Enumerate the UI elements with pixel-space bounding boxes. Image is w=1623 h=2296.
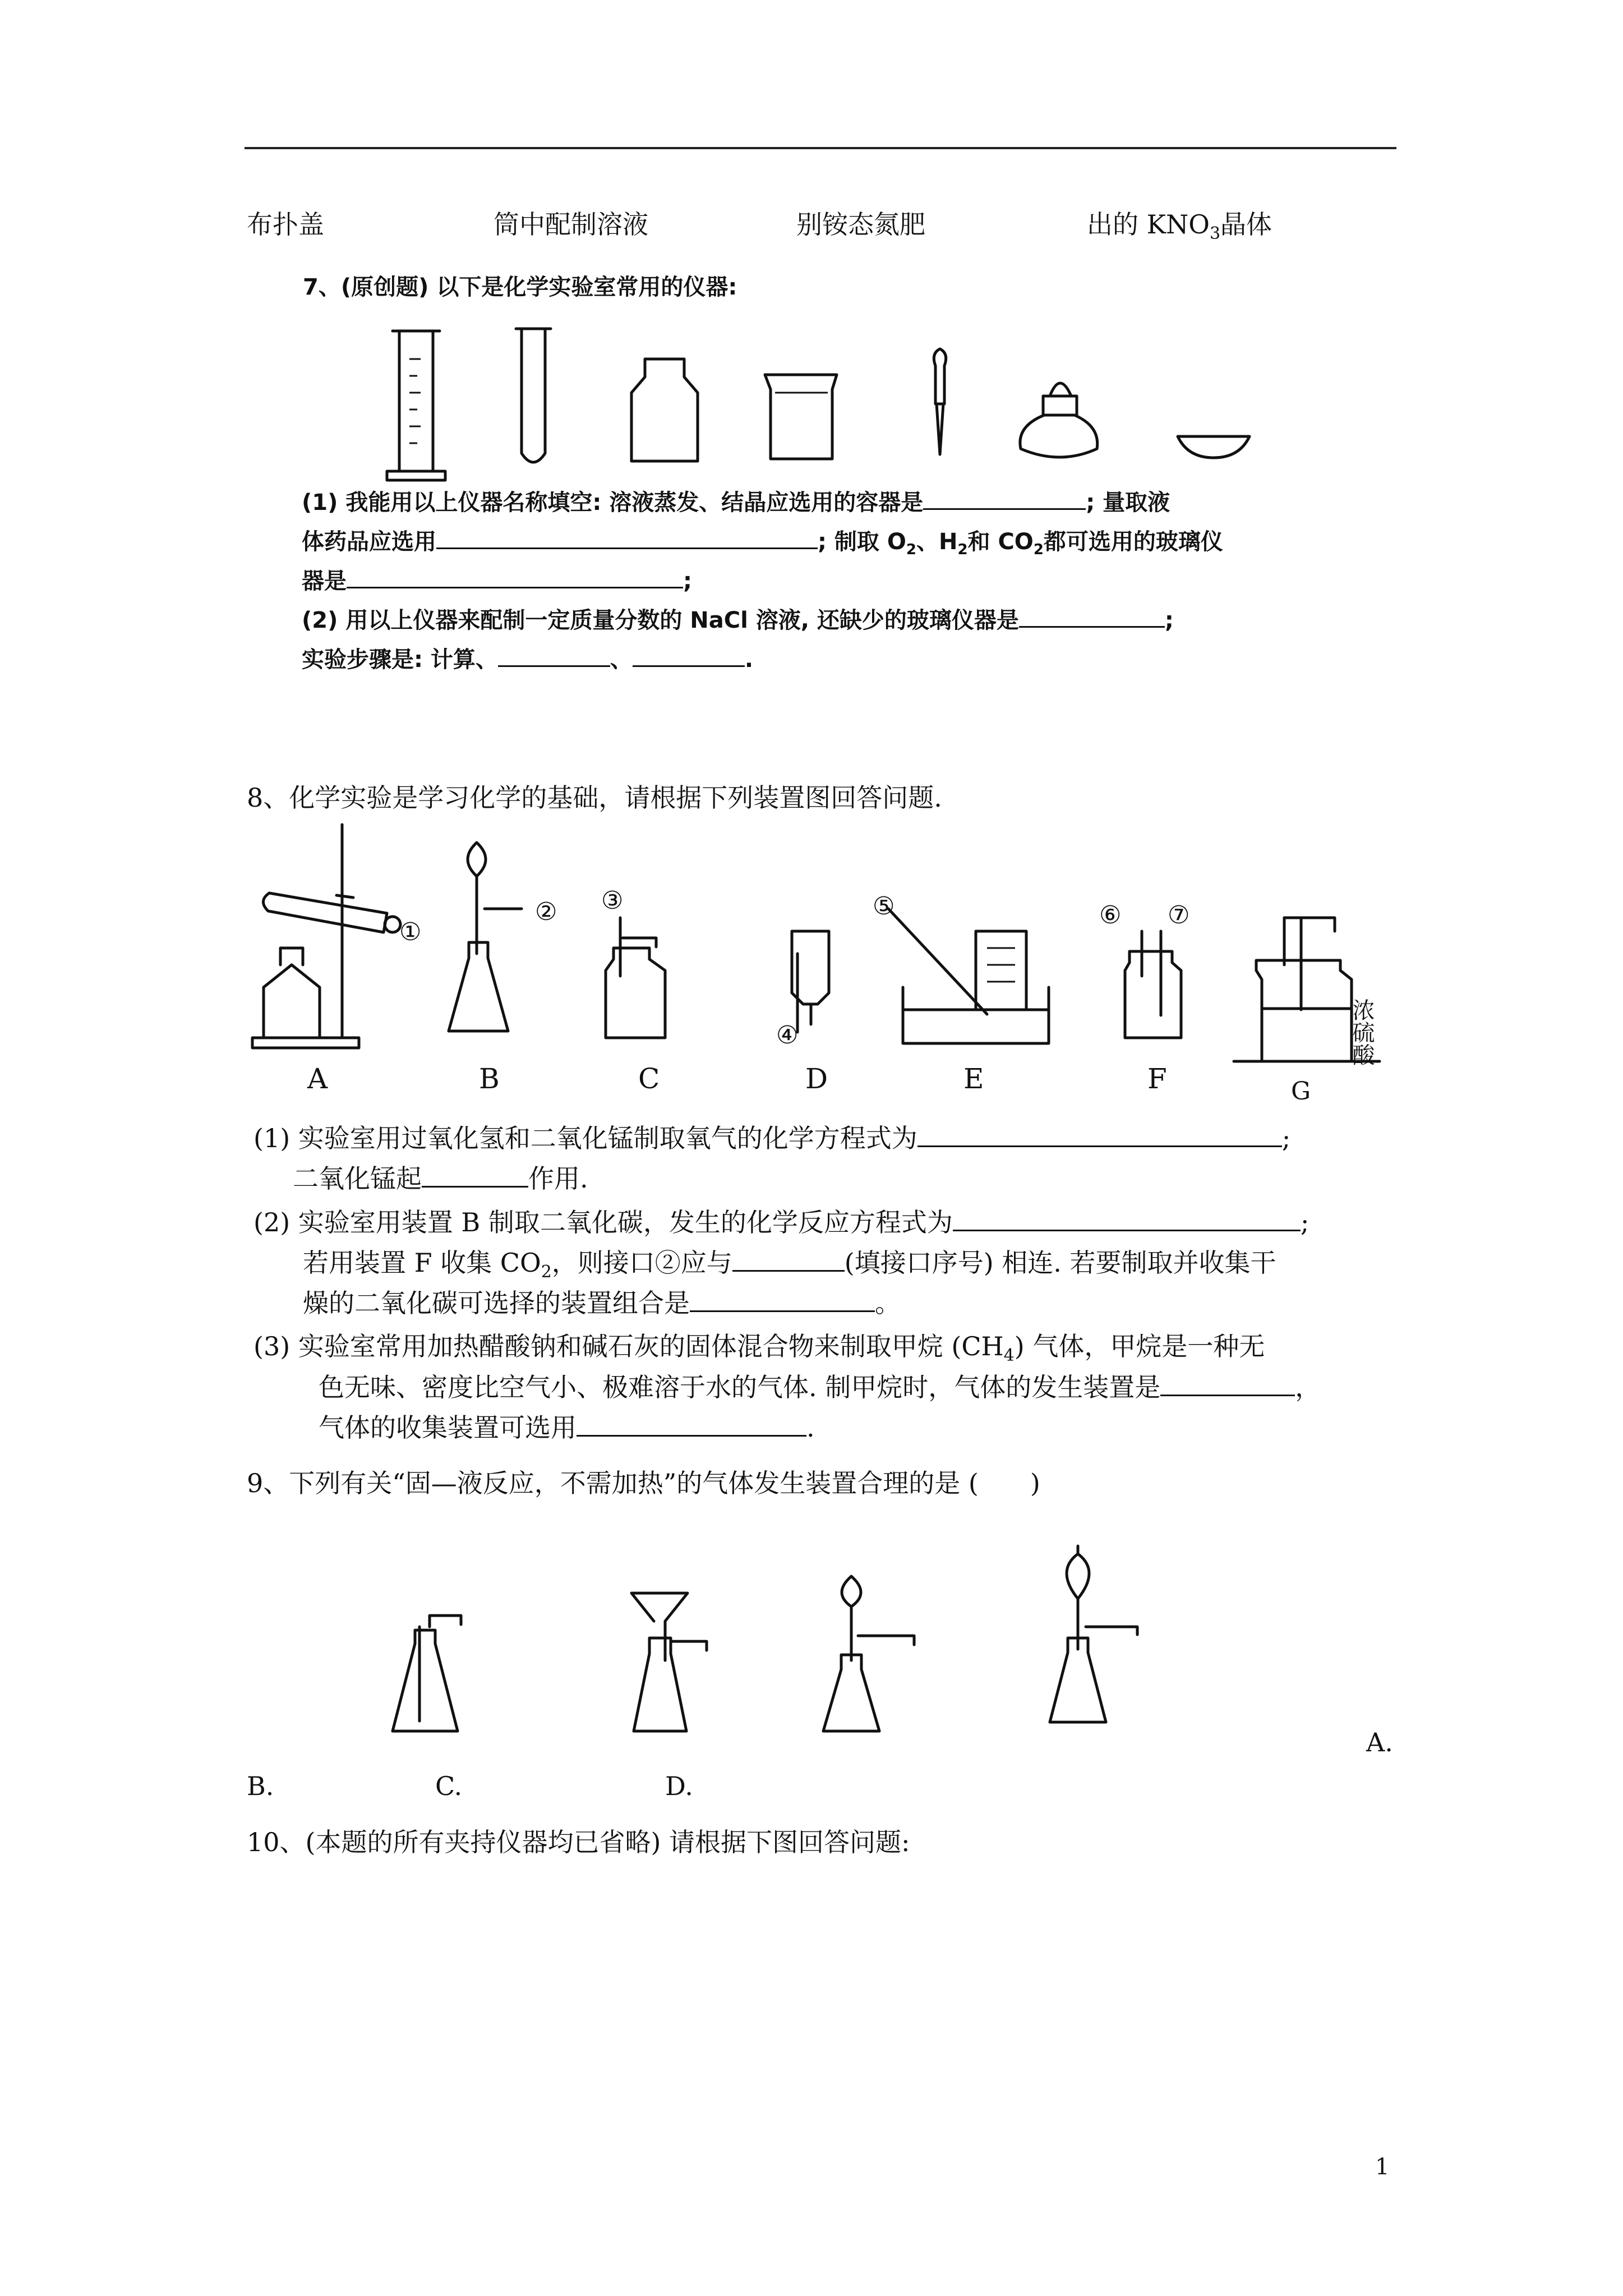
q7-part2-line2-a: 实验步骤是: 计算、 — [302, 647, 498, 673]
q8-part3-line1-b: ) 气体，甲烷是一种无 — [1014, 1331, 1265, 1361]
q8-part2-line2-c: (填接口序号) 相连. 若要制取并收集干 — [844, 1248, 1276, 1278]
q8-title: 8、化学实验是学习化学的基础，请根据下列装置图回答问题. — [247, 783, 942, 813]
top-row-cell-4-text: 出的 KNO — [1087, 209, 1210, 240]
q8-part2-line2-a: 若用装置 F 收集 CO — [303, 1248, 541, 1278]
q8-sub-co2: 2 — [541, 1262, 552, 1282]
page-number: 1 — [1375, 2154, 1390, 2180]
label-f: F — [1147, 1062, 1167, 1095]
q7-part1-line2-d: 和 CO — [967, 529, 1034, 555]
q8-sub-ch4: 4 — [1003, 1346, 1015, 1366]
q8-part1-line1-b: ; — [1281, 1123, 1291, 1153]
top-row-cell-4-tail: 晶体 — [1220, 209, 1272, 240]
q8-part2-line3-b: 。 — [875, 1288, 901, 1318]
q9-option-c[interactable]: C. — [435, 1771, 463, 1801]
q8-part2-line3-a: 燥的二氧化碳可选择的装置组合是 — [303, 1288, 690, 1318]
top-row-cell-2: 筒中配制溶液 — [494, 209, 648, 240]
q8-part3-line1-a: (3) 实验室常用加热醋酸钠和碱石灰的固体混合物来制取甲烷 (CH — [253, 1331, 1004, 1361]
label-d: D — [805, 1062, 828, 1095]
q7-part1-text-a: (1) 我能用以上仪器名称填空: 溶液蒸发、结晶应选用的容器是 — [302, 490, 924, 516]
q7-part1-line2-c: 、H — [916, 529, 958, 555]
port-1-label: ① — [399, 918, 422, 946]
q7-sub-h2: 2 — [957, 541, 968, 558]
q7-part1-line2-b: ; 制取 O — [818, 529, 906, 555]
flask-option-4-icon — [1050, 1546, 1137, 1722]
label-c: C — [638, 1062, 660, 1095]
q8-part1-line2-b: 作用. — [528, 1163, 588, 1194]
port-2-label: ② — [535, 898, 557, 926]
q7-part2-line2-c: . — [744, 647, 754, 673]
top-row-cell-3: 别铵态氮肥 — [796, 209, 925, 240]
q9-title: 9、下列有关“固—液反应，不需加热”的气体发生装置合理的是 ( ) — [247, 1468, 1040, 1498]
q7-sub-o2: 2 — [906, 541, 916, 558]
q8-part3-line2-b: ， — [1295, 1372, 1321, 1402]
q7-title: 7、(原创题) 以下是化学实验室常用的仪器: — [303, 274, 737, 300]
port-3-label: ③ — [601, 886, 624, 915]
q7-part2-line1-a: (2) 用以上仪器来配制一定质量分数的 NaCl 溶液, 还缺少的玻璃仪器是 — [302, 608, 1019, 633]
q9-option-b[interactable]: B. — [247, 1771, 274, 1801]
flask-option-3-icon — [823, 1576, 914, 1731]
q7-part1-line2-a: 体药品应选用 — [302, 529, 436, 555]
q8-part2-line1-b: ; — [1300, 1207, 1310, 1237]
label-e: E — [963, 1062, 984, 1095]
q7-part1-text-b: ; 量取液 — [1086, 490, 1170, 516]
top-row-cell-1: 布扑盖 — [247, 209, 324, 240]
q8-part1-line2-a: 二氧化锰起 — [293, 1163, 422, 1194]
q8-part3-line3-b: . — [806, 1412, 815, 1443]
flask-option-1-icon — [393, 1616, 461, 1731]
q9-option-d[interactable]: D. — [665, 1771, 693, 1801]
q10-title: 10、(本题的所有夹持仪器均已省略) 请根据下图回答问题: — [247, 1827, 910, 1857]
top-row-cell-4-sub: 3 — [1209, 224, 1221, 244]
q7-part1-line2-e: 都可选用的玻璃仪 — [1043, 529, 1223, 555]
port-7-label: ⑦ — [1168, 901, 1190, 930]
q8-part3-line3-a: 气体的收集装置可选用 — [319, 1412, 577, 1443]
label-b: B — [479, 1062, 500, 1095]
port-5-label: ⑤ — [873, 892, 895, 921]
q7-part1-line3-b: ; — [683, 568, 692, 594]
q7-part2-line2-b: 、 — [610, 647, 633, 673]
label-a: A — [307, 1062, 328, 1095]
port-4-label: ④ — [776, 1021, 799, 1050]
q9-option-a[interactable]: A. — [1366, 1727, 1393, 1757]
q8-part3-line2-a: 色无味、密度比空气小、极难溶于水的气体. 制甲烷时，气体的发生装置是 — [319, 1372, 1161, 1402]
q8-part2-line2-b: ，则接口②应与 — [551, 1248, 732, 1278]
q7-part2-line1-b: ; — [1164, 608, 1174, 633]
acid-label: 浓硫酸 — [1349, 999, 1375, 1066]
port-6-label: ⑥ — [1099, 901, 1122, 930]
q8-part1-line1-a: (1) 实验室用过氧化氢和二氧化锰制取氧气的化学方程式为 — [253, 1123, 917, 1153]
q8-part2-line1-a: (2) 实验室用装置 B 制取二氧化碳，发生的化学反应方程式为 — [253, 1207, 953, 1237]
label-g: G — [1291, 1077, 1311, 1106]
flask-option-2-icon — [631, 1593, 707, 1731]
q7-sub-co2: 2 — [1033, 541, 1044, 558]
q7-part1-line3-a: 器是 — [302, 568, 347, 594]
